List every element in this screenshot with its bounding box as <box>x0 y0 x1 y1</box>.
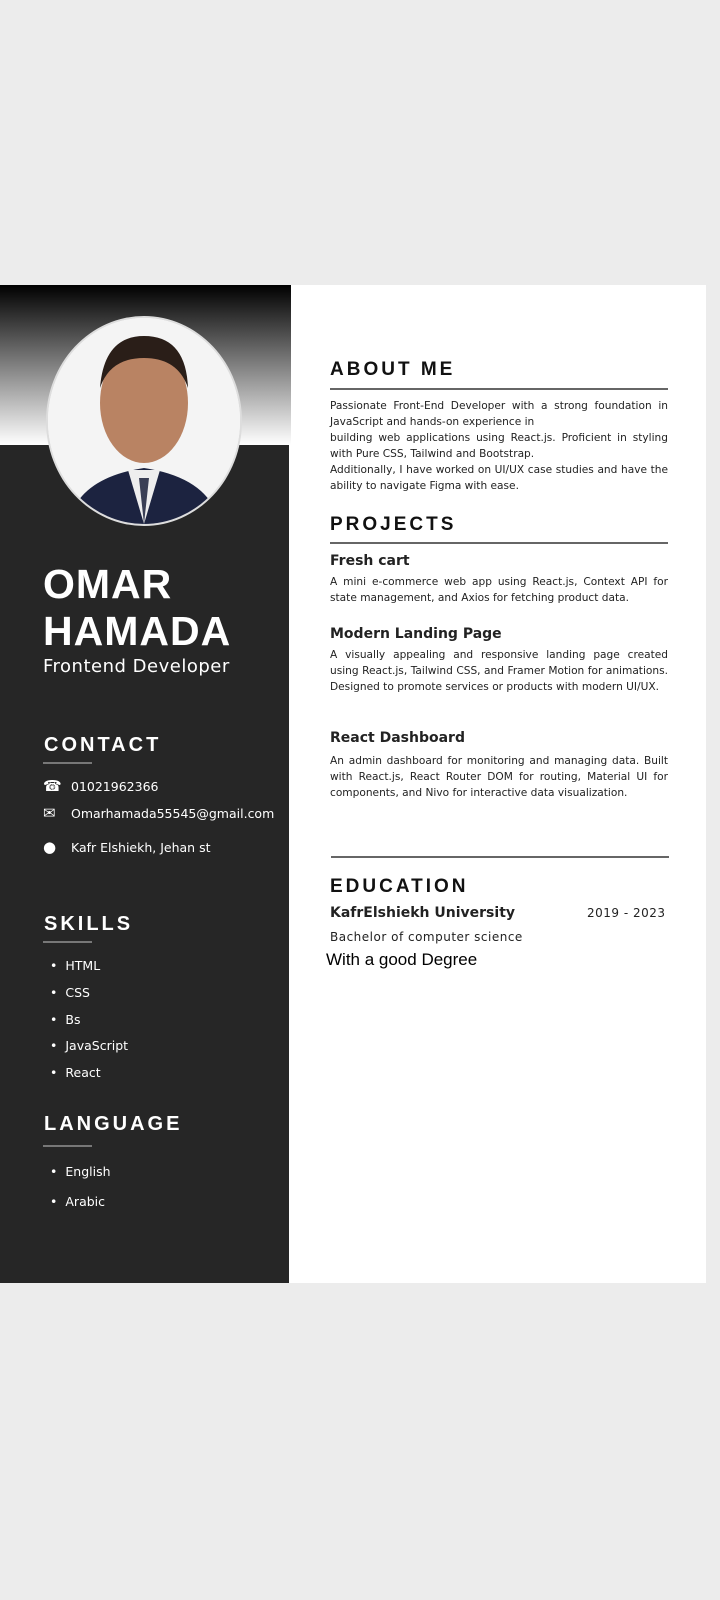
project-desc: A visually appealing and responsive landing page created using React.js, Tailwind CSS, and Framer Motion for animations. Designed to promote services or products with modern UI/UX. <box>330 649 668 693</box>
skills-heading: SKILLS <box>44 913 134 935</box>
location-pin-icon: ● <box>43 838 57 856</box>
skill-item: • React <box>50 1065 101 1080</box>
full-name <box>43 561 231 655</box>
about-text <box>330 398 668 494</box>
project-desc: A mini e-commerce web app using React.js, Context API for state management, and Axios for fetching product data. <box>330 576 668 604</box>
first-name: OMAR <box>43 561 173 607</box>
skill-item: • HTML <box>50 958 100 973</box>
language-heading: LANGUAGE <box>44 1113 183 1135</box>
divider <box>331 856 669 858</box>
about-heading: ABOUT ME <box>330 359 456 380</box>
divider <box>43 941 92 943</box>
skill-item: • Bs <box>50 1012 80 1027</box>
divider <box>43 762 92 764</box>
last-name: HAMADA <box>43 608 232 654</box>
project-title: Fresh cart <box>330 553 410 569</box>
education-years: 2019 - 2023 <box>587 906 666 920</box>
about-line: Passionate Front-End Developer with a strong foundation in JavaScript and hands-on experience in <box>330 400 668 428</box>
phone-icon: ☎ <box>43 777 62 795</box>
job-title: Frontend Developer <box>43 656 230 677</box>
contact-email <box>43 804 274 822</box>
contact-address <box>43 838 211 856</box>
profile-photo <box>46 316 242 526</box>
divider <box>330 388 668 390</box>
address-text: Kafr Elshiekh, Jehan st <box>71 839 211 855</box>
projects-heading: PROJECTS <box>330 514 457 535</box>
degree: Bachelor of computer science <box>330 930 523 944</box>
project-title: Modern Landing Page <box>330 626 502 642</box>
language-item: • English <box>50 1164 111 1179</box>
about-line: Additionally, I have worked on UI/UX case studies and have the ability to navigate Figma with ease. <box>330 464 668 492</box>
phone-text: 01021962366 <box>71 778 159 794</box>
skill-item: • JavaScript <box>50 1038 128 1053</box>
mail-icon: ✉ <box>43 804 56 822</box>
skill-item: • CSS <box>50 985 90 1000</box>
resume-page <box>0 285 706 1283</box>
about-line: building web applications using React.js. Proficient in styling with Pure CSS, Tailwind and Bootstrap. <box>330 432 668 460</box>
divider <box>330 542 668 544</box>
contact-heading: CONTACT <box>44 734 162 756</box>
education-heading: EDUCATION <box>330 876 469 897</box>
language-item: • Arabic <box>50 1194 105 1209</box>
email-text: Omarhamada55545@gmail.com <box>71 805 275 821</box>
project-desc: An admin dashboard for monitoring and managing data. Built with React.js, React Router DOM for routing, Material UI for components, and Nivo for interactive data visualization. <box>330 755 668 799</box>
divider <box>43 1145 92 1147</box>
school-name: KafrElshiekh University <box>330 905 516 921</box>
project-title: React Dashboard <box>330 730 465 746</box>
degree-note: With a good Degree <box>326 950 478 969</box>
contact-phone <box>43 777 158 795</box>
